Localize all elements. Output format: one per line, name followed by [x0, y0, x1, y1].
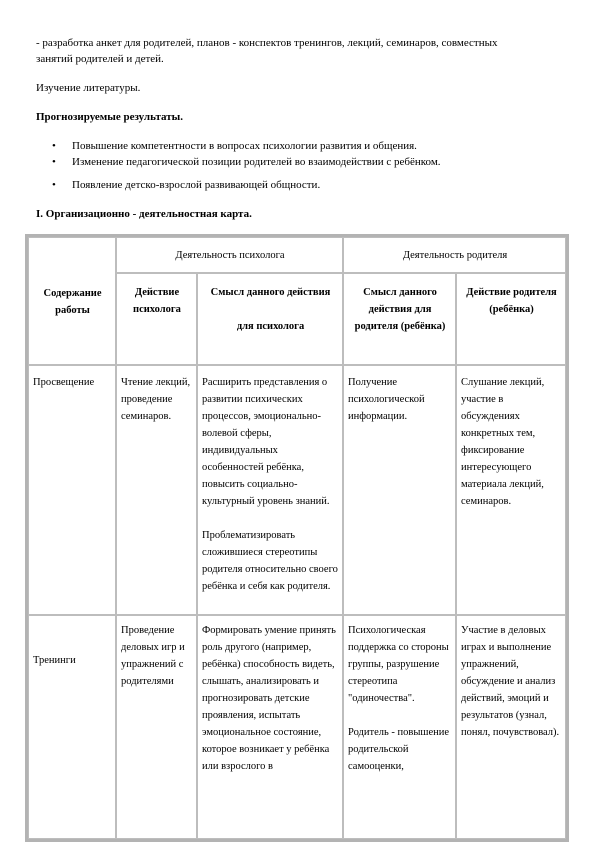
- results-list-2: [48, 177, 320, 193]
- row-parent-meaning-p1: Психологическая поддержка со стороны группы, разрушение стереотипа "одиночества".: [348, 625, 449, 704]
- row-psych-action: Проведение деловых игр и упражнений с родителями: [116, 615, 197, 839]
- header-psych-meaning-line-2: для психолога: [236, 321, 305, 332]
- row-content: Тренинги: [28, 615, 116, 839]
- header-parent-activity: Деятельность родителя: [343, 237, 566, 273]
- results-item: • Появление детско-взрослой развивающей общности.: [48, 177, 320, 193]
- row-psych-meaning-p2: Проблематизировать сложившиеся стереотипы родителя относительно своего ребёнка и себя как родителя.: [202, 530, 338, 592]
- row-parent-meaning-p2: Родитель - повышение родительской самооценки,: [348, 727, 450, 772]
- header-psych-meaning-line-1: Смысл данного действия: [210, 287, 331, 298]
- header-content: Содержание работы: [28, 237, 116, 365]
- row-psych-action: Чтение лекций, проведение семинаров.: [116, 365, 197, 615]
- row-psych-meaning: [197, 615, 343, 839]
- section-heading: I. Организационно - деятельностная карта.: [36, 208, 252, 220]
- row-parent-action: Слушание лекций, участие в обсуждениях конкретных тем, фиксирование интересующего материала лекций, семинаров.: [456, 365, 566, 615]
- header-parent-action: Действие родителя (ребёнка): [456, 273, 566, 365]
- table-header-row: [28, 237, 566, 273]
- row-parent-meaning: [343, 615, 456, 839]
- results-item: • Изменение педагогической позиции родителей во взаимодействии с ребёнком.: [48, 154, 441, 170]
- table-row: [28, 365, 566, 615]
- activity-map-table: [25, 234, 569, 842]
- header-psych-action: Действие психолога: [116, 273, 197, 365]
- header-psych-meaning: [197, 273, 343, 365]
- results-heading: Прогнозируемые результаты.: [36, 111, 183, 123]
- row-parent-meaning: [343, 365, 456, 615]
- row-psych-meaning-p1: Расширить представления о развитии психических процессов, эмоционально-волевой сферы, индивидуальных особенностей ребёнка, повысить социально-культурный уровень знаний.: [202, 377, 330, 507]
- intro-line-2: занятий родителей и детей.: [36, 53, 164, 65]
- results-item: • Повышение компетентности в вопросах психологии развития и общения.: [48, 138, 441, 154]
- row-parent-meaning-p1: Получение психологической информации.: [348, 377, 425, 422]
- intro-line-1: - разработка анкет для родителей, планов - конспектов тренингов, лекций, семинаров, совместных: [36, 37, 498, 49]
- header-parent-meaning: Смысл данного действия для родителя (ребёнка): [343, 273, 456, 365]
- row-content: Просвещение: [28, 365, 116, 615]
- header-psych-activity: Деятельность психолога: [116, 237, 343, 273]
- study-line: Изучение литературы.: [36, 82, 141, 94]
- row-psych-meaning: [197, 365, 343, 615]
- row-parent-action: Участие в деловых играх и выполнение упражнений, обсуждение и анализ действий, эмоций и результатов (узнал, понял, почувствовал).: [456, 615, 566, 839]
- table-row: [28, 615, 566, 839]
- results-list: [48, 138, 441, 170]
- row-psych-meaning-p1: Формировать умение принять роль другого (например, ребёнка) способность видеть, слышать, анализировать и прогнозировать детские проявления, испытать эмоциональное состояние, которое возникает у ребёнка или взрослого в: [202, 625, 336, 772]
